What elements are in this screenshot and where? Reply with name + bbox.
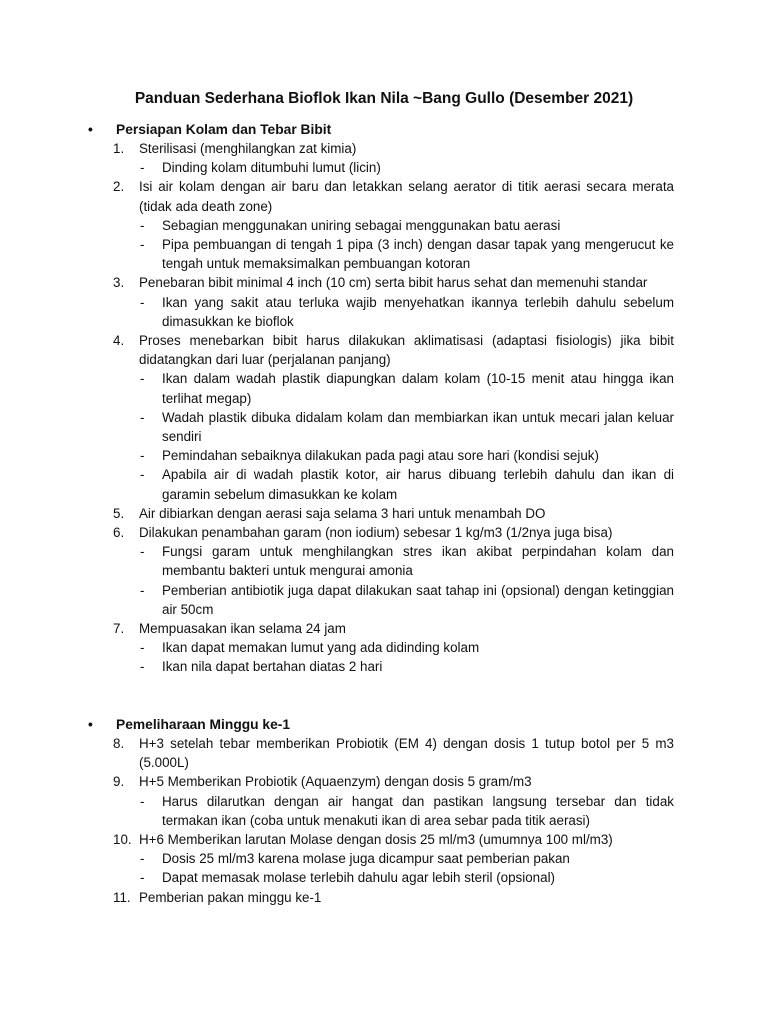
bullet-icon: • [88, 717, 93, 732]
sub-item-text: Dapat memasak molase terlebih dahulu agar lebih steril (opsional) [162, 870, 555, 886]
dash-icon: - [140, 371, 145, 387]
item-number: 1. [113, 141, 125, 156]
item-text: Pemberian pakan minggu ke-1 [139, 889, 322, 905]
list-item [0, 888, 674, 907]
list-item [0, 772, 674, 791]
item-number: 3. [113, 275, 125, 291]
dash-icon: - [140, 582, 145, 598]
sub-item [0, 465, 674, 503]
dash-icon: - [140, 467, 145, 483]
sub-item-text: Fungsi garam untuk menghilangkan stres ikan akibat perpindahan kolam dan membantu bakteri untuk mengurai amonia [162, 544, 674, 579]
dash-icon: - [140, 793, 145, 809]
item-text: Sterilisasi (menghilangkan zat kimia) [139, 141, 357, 156]
sub-item-text: Harus dilarutkan dengan air hangat dan pastikan langsung tersebar dan tidak termakan ikan (coba untuk menakuti ikan di area sebar pada titik aerasi) [162, 793, 674, 828]
item-text: H+6 Memberikan larutan Molase dengan dosis 25 ml/m3 (umumnya 100 ml/m3) [139, 832, 613, 848]
sub-item [0, 849, 674, 868]
sub-item [0, 868, 674, 887]
item-number: 2. [113, 179, 125, 195]
sub-item-text: Ikan yang sakit atau terluka wajib menyehatkan ikannya terlebih dahulu sebelum dimasukkan ke bioflok [162, 294, 674, 329]
item-number: 4. [113, 333, 125, 349]
sub-item [0, 657, 674, 676]
list-item [0, 830, 674, 849]
list-item [0, 734, 674, 772]
section-2-list [0, 734, 768, 907]
list-item [0, 273, 674, 292]
sub-item [0, 369, 674, 407]
list-item [0, 504, 674, 523]
section-1-list [0, 139, 768, 677]
item-text: Dilakukan penambahan garam (non iodium) sebesar 1 kg/m3 (1/2nya juga bisa) [139, 525, 613, 541]
sub-item-text: Ikan dapat memakan lumut yang ada didinding kolam [162, 640, 480, 656]
dash-icon: - [140, 544, 145, 560]
sub-item-text: Wadah plastik dibuka didalam kolam dan membiarkan ikan untuk mecari jalan keluar sendiri [162, 409, 674, 445]
sub-item-text: Dinding kolam ditumbuhi lumut (licin) [162, 160, 381, 176]
dash-icon: - [140, 160, 145, 176]
sub-item [0, 638, 674, 657]
item-number: 7. [113, 621, 125, 637]
sub-item-text: Ikan nila dapat bertahan diatas 2 hari [162, 659, 383, 675]
section-heading-1: • Persiapan Kolam dan Tebar Bibit [88, 122, 332, 137]
document-title: Panduan Sederhana Bioflok Ikan Nila ~Bang Gullo (Desember 2021) [134, 90, 634, 107]
item-number: 11. [113, 889, 131, 905]
item-number: 5. [113, 505, 125, 521]
sub-item [0, 158, 674, 177]
item-text: Air dibiarkan dengan aerasi saja selama 3 hari untuk menambah DO [139, 505, 546, 521]
list-item [0, 139, 674, 158]
list-item [0, 177, 674, 215]
sub-item-text: Dosis 25 ml/m3 karena molase juga dicampur saat pemberian pakan [162, 851, 570, 867]
item-text: Mempuasakan ikan selama 24 jam [139, 621, 346, 637]
sub-item-text: Pemindahan sebaiknya dilakukan pada pagi atau sore hari (kondisi sejuk) [162, 448, 599, 464]
sub-item [0, 581, 674, 619]
sub-item-text: Pipa pembuangan di tengah 1 pipa (3 inch) dengan dasar tapak yang mengerucut ke tengah untuk memaksimalkan pembuangan kotoran [162, 237, 674, 272]
dash-icon: - [140, 659, 145, 675]
item-text: Proses menebarkan bibit harus dilakukan aklimatisasi (adaptasi fisiologis) jika bibit didatangkan dari luar (perjalanan panjang) [139, 333, 674, 368]
item-number: 6. [113, 525, 125, 541]
item-number: 10. [113, 832, 132, 848]
item-text: H+3 setelah tebar memberikan Probiotik (EM 4) dengan dosis 1 tutup botol per 5 m3 (5.000L) [139, 736, 674, 771]
dash-icon: - [140, 870, 145, 886]
section-heading-2: • Pemeliharaan Minggu ke-1 [88, 717, 291, 732]
item-number: 8. [113, 736, 125, 751]
dash-icon: - [140, 409, 145, 425]
dash-icon: - [140, 851, 145, 867]
dash-icon: - [140, 237, 145, 253]
dash-icon: - [140, 217, 145, 233]
list-item [0, 523, 674, 542]
sub-item [0, 408, 674, 446]
list-item [0, 619, 674, 638]
item-number: 9. [113, 774, 125, 790]
sub-item-text: Apabila air di wadah plastik kotor, air harus dibuang terlebih dahulu dan ikan di garamin sebelum dimasukkan ke kolam [162, 467, 674, 502]
dash-icon: - [140, 448, 145, 464]
sub-item [0, 792, 674, 830]
sub-item [0, 446, 674, 465]
item-text: Penebaran bibit minimal 4 inch (10 cm) serta bibit harus sehat dan memenuhi standar [139, 275, 648, 291]
dash-icon: - [140, 294, 145, 310]
sub-item [0, 542, 674, 580]
sub-item [0, 216, 674, 235]
item-text: Isi air kolam dengan air baru dan letakkan selang aerator di titik aerasi secara merata (tidak ada death zone) [139, 179, 674, 214]
dash-icon: - [140, 640, 145, 656]
bullet-icon: • [88, 122, 93, 137]
item-text: H+5 Memberikan Probiotik (Aquaenzym) dengan dosis 5 gram/m3 [139, 774, 532, 790]
sub-item-text: Sebagian menggunakan uniring sebagai menggunakan batu aerasi [162, 217, 561, 233]
list-item [0, 331, 674, 369]
sub-item [0, 235, 674, 273]
sub-item-text: Ikan dalam wadah plastik diapungkan dalam kolam (10-15 menit atau hingga ikan terlihat megap) [162, 371, 674, 406]
sub-item [0, 293, 674, 331]
sub-item-text: Pemberian antibiotik juga dapat dilakukan saat tahap ini (opsional) dengan ketinggian air 50cm [162, 582, 674, 617]
